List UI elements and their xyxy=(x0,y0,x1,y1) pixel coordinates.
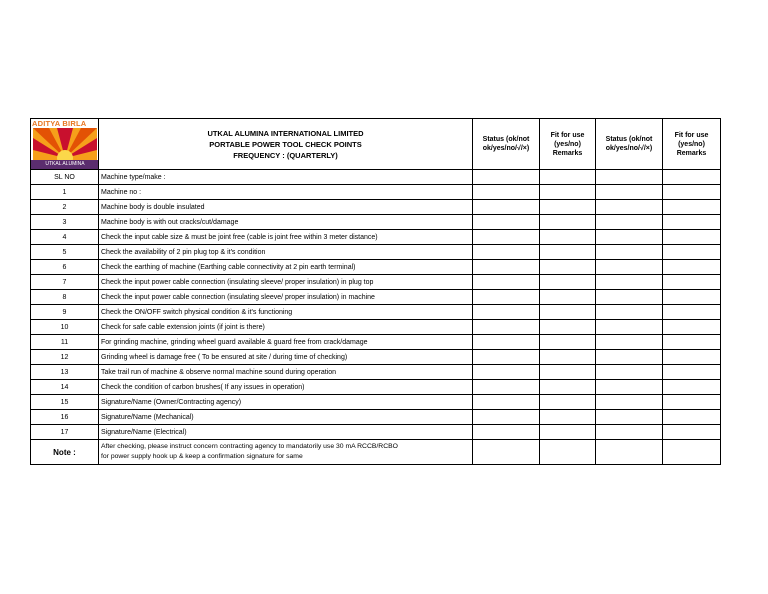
note-blank-cell xyxy=(663,440,721,465)
fit-for-use-1-entry-cell[interactable] xyxy=(540,335,596,350)
fit-for-use-1-entry-cell[interactable] xyxy=(540,380,596,395)
note-blank-cell xyxy=(540,440,596,465)
check-point-cell: Check the condition of carbon brushes( If any issues in operation) xyxy=(99,380,473,395)
status-2-entry-cell[interactable] xyxy=(596,380,663,395)
serial-number-cell: 2 xyxy=(31,200,99,215)
fit-for-use-2-entry-cell[interactable] xyxy=(663,410,721,425)
check-point-cell: Check the input power cable connection (insulating sleeve/ proper insulation) in plug top xyxy=(99,275,473,290)
fit-for-use-1-entry-cell[interactable] xyxy=(540,395,596,410)
logo-cell xyxy=(31,119,99,170)
form-frequency: FREQUENCY : (QUARTERLY) xyxy=(233,150,338,160)
status-1-entry-cell[interactable] xyxy=(473,320,540,335)
check-point-cell: Check the availability of 2 pin plug top & it's condition xyxy=(99,245,473,260)
status-1-entry-cell[interactable] xyxy=(473,185,540,200)
fit-for-use-2-entry-cell[interactable] xyxy=(663,395,721,410)
fit-for-use-2-entry-cell[interactable] xyxy=(663,275,721,290)
status-2-entry-cell[interactable] xyxy=(596,320,663,335)
checklist-row xyxy=(31,170,721,185)
status-1-entry-cell[interactable] xyxy=(473,365,540,380)
fit-for-use-1-entry-cell[interactable] xyxy=(540,260,596,275)
company-name: UTKAL ALUMINA INTERNATIONAL LIMITED xyxy=(207,128,364,138)
serial-number-cell: 5 xyxy=(31,245,99,260)
checklist-row xyxy=(31,290,721,305)
status-1-entry-cell[interactable] xyxy=(473,410,540,425)
serial-number-cell: 11 xyxy=(31,335,99,350)
serial-number-cell: 15 xyxy=(31,395,99,410)
status-1-entry-cell[interactable] xyxy=(473,230,540,245)
check-point-cell: Check the input power cable connection (insulating sleeve/ proper insulation) in machine xyxy=(99,290,473,305)
status-1-entry-cell[interactable] xyxy=(473,170,540,185)
status-1-entry-cell[interactable] xyxy=(473,290,540,305)
check-point-cell: Machine type/make : xyxy=(99,170,473,185)
form-title: PORTABLE POWER TOOL CHECK POINTS xyxy=(209,139,362,149)
serial-number-cell: 10 xyxy=(31,320,99,335)
serial-number-cell: 16 xyxy=(31,410,99,425)
status-1-entry-cell[interactable] xyxy=(473,395,540,410)
status-2-entry-cell[interactable] xyxy=(596,305,663,320)
checklist-row xyxy=(31,305,721,320)
status-2-entry-cell[interactable] xyxy=(596,245,663,260)
serial-number-cell: 12 xyxy=(31,350,99,365)
serial-number-cell: 9 xyxy=(31,305,99,320)
fit-for-use-2-entry-cell[interactable] xyxy=(663,335,721,350)
check-point-cell: Check the ON/OFF switch physical condition & it's functioning xyxy=(99,305,473,320)
status-1-entry-cell[interactable] xyxy=(473,275,540,290)
check-point-cell: Check the input cable size & must be joint free (cable is joint free within 3 meter distance) xyxy=(99,230,473,245)
status-1-entry-cell[interactable] xyxy=(473,425,540,440)
checklist-row xyxy=(31,425,721,440)
check-point-cell: Machine body is double insulated xyxy=(99,200,473,215)
status-1-entry-cell[interactable] xyxy=(473,305,540,320)
fit-for-use-1-entry-cell[interactable] xyxy=(540,320,596,335)
fit-for-use-1-entry-cell[interactable] xyxy=(540,425,596,440)
serial-number-cell: 3 xyxy=(31,215,99,230)
fit-for-use-1-entry-cell[interactable] xyxy=(540,170,596,185)
fit-for-use-2-entry-cell[interactable] xyxy=(663,305,721,320)
status-2-entry-cell[interactable] xyxy=(596,275,663,290)
logo-subtitle: UTKAL ALUMINA xyxy=(31,160,99,169)
note-line-1: After checking, please instruct concern contracting agency to mandatorily use 30 mA RCCB/RCBO xyxy=(101,443,398,450)
status-2-entry-cell[interactable] xyxy=(596,230,663,245)
note-text xyxy=(99,440,473,465)
checklist-row xyxy=(31,365,721,380)
status-column-header-1: Status (ok/not ok/yes/no/√/×) xyxy=(473,119,540,170)
serial-number-cell: 14 xyxy=(31,380,99,395)
note-blank-cell xyxy=(473,440,540,465)
serial-number-cell: 17 xyxy=(31,425,99,440)
status-2-entry-cell[interactable] xyxy=(596,260,663,275)
checklist-row xyxy=(31,245,721,260)
serial-number-cell: 6 xyxy=(31,260,99,275)
fit-for-use-1-entry-cell[interactable] xyxy=(540,275,596,290)
checklist-row xyxy=(31,335,721,350)
checklist-row xyxy=(31,185,721,200)
note-line-2: for power supply hook up & keep a confirmation signature for same xyxy=(101,453,303,460)
status-1-entry-cell[interactable] xyxy=(473,380,540,395)
status-1-entry-cell[interactable] xyxy=(473,350,540,365)
fit-for-use-2-entry-cell[interactable] xyxy=(663,290,721,305)
fit-for-use-2-entry-cell[interactable] xyxy=(663,260,721,275)
fit-for-use-1-entry-cell[interactable] xyxy=(540,230,596,245)
status-2-entry-cell[interactable] xyxy=(596,290,663,305)
serial-number-cell: 13 xyxy=(31,365,99,380)
status-2-entry-cell[interactable] xyxy=(596,395,663,410)
fit-for-use-1-entry-cell[interactable] xyxy=(540,350,596,365)
fit-for-use-1-entry-cell[interactable] xyxy=(540,185,596,200)
status-2-entry-cell[interactable] xyxy=(596,170,663,185)
status-1-entry-cell[interactable] xyxy=(473,215,540,230)
fit-for-use-2-entry-cell[interactable] xyxy=(663,185,721,200)
status-1-entry-cell[interactable] xyxy=(473,200,540,215)
title-cell xyxy=(99,119,473,170)
check-point-cell: Signature/Name (Owner/Contracting agency) xyxy=(99,395,473,410)
status-2-entry-cell[interactable] xyxy=(596,185,663,200)
fit-for-use-2-entry-cell[interactable] xyxy=(663,350,721,365)
fit-for-use-2-entry-cell[interactable] xyxy=(663,245,721,260)
check-point-cell: Grinding wheel is damage free ( To be ensured at site / during time of checking) xyxy=(99,350,473,365)
note-row xyxy=(31,440,721,465)
note-blank-cell xyxy=(596,440,663,465)
checklist-row xyxy=(31,230,721,245)
serial-number-cell: 8 xyxy=(31,290,99,305)
status-2-entry-cell[interactable] xyxy=(596,215,663,230)
status-1-entry-cell[interactable] xyxy=(473,260,540,275)
check-point-cell: For grinding machine, grinding wheel guard available & guard free from crack/damage xyxy=(99,335,473,350)
fit-for-use-column-header-2: Fit for use (yes/no) Remarks xyxy=(663,119,721,170)
status-2-entry-cell[interactable] xyxy=(596,350,663,365)
status-2-entry-cell[interactable] xyxy=(596,335,663,350)
fit-for-use-1-entry-cell[interactable] xyxy=(540,245,596,260)
check-point-cell: Machine body is with out cracks/cut/damage xyxy=(99,215,473,230)
serial-number-cell: 7 xyxy=(31,275,99,290)
checklist-row xyxy=(31,200,721,215)
fit-for-use-column-header-1: Fit for use (yes/no) Remarks xyxy=(540,119,596,170)
fit-for-use-1-entry-cell[interactable] xyxy=(540,410,596,425)
sun-emblem-icon xyxy=(33,128,97,160)
fit-for-use-2-entry-cell[interactable] xyxy=(663,200,721,215)
header-row xyxy=(31,119,721,170)
checklist-row xyxy=(31,350,721,365)
fit-for-use-2-entry-cell[interactable] xyxy=(663,320,721,335)
logo-brand: ADITYA BIRLA xyxy=(32,119,87,128)
check-point-cell: Check the earthing of machine (Earthing cable connectivity at 2 pin earth terminal) xyxy=(99,260,473,275)
serial-number-cell: 1 xyxy=(31,185,99,200)
checklist-sheet xyxy=(30,118,720,465)
check-point-cell: Check for safe cable extension joints (if joint is there) xyxy=(99,320,473,335)
checklist-row xyxy=(31,395,721,410)
status-column-header-2: Status (ok/not ok/yes/no/√/×) xyxy=(596,119,663,170)
serial-number-cell: SL NO xyxy=(31,170,99,185)
fit-for-use-1-entry-cell[interactable] xyxy=(540,305,596,320)
fit-for-use-2-entry-cell[interactable] xyxy=(663,425,721,440)
status-2-entry-cell[interactable] xyxy=(596,365,663,380)
check-point-cell: Signature/Name (Electrical) xyxy=(99,425,473,440)
check-point-cell: Signature/Name (Mechanical) xyxy=(99,410,473,425)
note-label: Note : xyxy=(31,440,99,465)
fit-for-use-2-entry-cell[interactable] xyxy=(663,230,721,245)
checklist-row xyxy=(31,320,721,335)
fit-for-use-1-entry-cell[interactable] xyxy=(540,200,596,215)
checklist-row xyxy=(31,380,721,395)
fit-for-use-1-entry-cell[interactable] xyxy=(540,290,596,305)
checklist-table xyxy=(30,118,721,465)
status-2-entry-cell[interactable] xyxy=(596,425,663,440)
status-1-entry-cell[interactable] xyxy=(473,245,540,260)
checklist-row xyxy=(31,275,721,290)
serial-number-cell: 4 xyxy=(31,230,99,245)
checklist-row xyxy=(31,410,721,425)
fit-for-use-2-entry-cell[interactable] xyxy=(663,170,721,185)
status-1-entry-cell[interactable] xyxy=(473,335,540,350)
fit-for-use-1-entry-cell[interactable] xyxy=(540,365,596,380)
checklist-row xyxy=(31,260,721,275)
fit-for-use-2-entry-cell[interactable] xyxy=(663,365,721,380)
check-point-cell: Take trail run of machine & observe normal machine sound during operation xyxy=(99,365,473,380)
status-2-entry-cell[interactable] xyxy=(596,410,663,425)
checklist-row xyxy=(31,215,721,230)
fit-for-use-2-entry-cell[interactable] xyxy=(663,380,721,395)
fit-for-use-2-entry-cell[interactable] xyxy=(663,215,721,230)
aditya-birla-logo xyxy=(31,119,99,169)
status-2-entry-cell[interactable] xyxy=(596,200,663,215)
check-point-cell: Machine no : xyxy=(99,185,473,200)
fit-for-use-1-entry-cell[interactable] xyxy=(540,215,596,230)
